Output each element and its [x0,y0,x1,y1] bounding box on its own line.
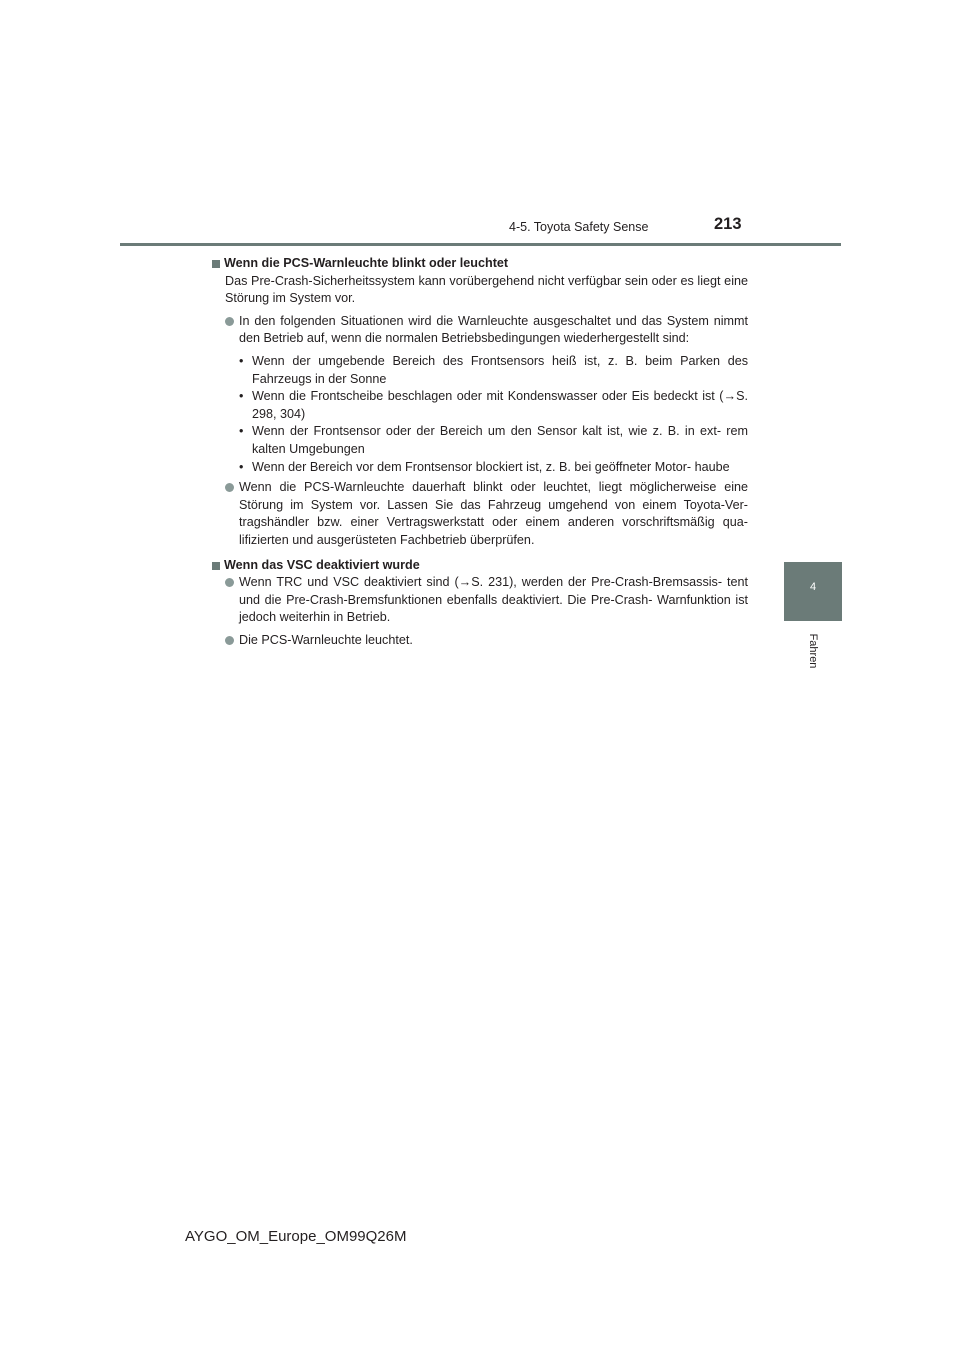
section-heading [212,255,748,273]
sub-list [212,353,748,476]
square-bullet-icon [212,260,220,268]
document-code: AYGO_OM_Europe_OM99Q26M [185,1228,407,1245]
sub-list-item [212,353,748,388]
circle-bullet-icon [225,636,234,645]
list-item [212,313,748,348]
sub-list-item [212,388,748,423]
list-item-text: Wenn die PCS-Warnleuchte dauerhaft blinkt oder leuchtet, liegt möglicherweise eine Störung im System vor. Lassen Sie das Fahrzeug umgehend von einem Toyota-Ver- tragshändler bzw. einer Vertragswerkstatt oder einem anderen vorschriftsmäßig qua- lifizierten und ausgerüsteten Fachbetrieb überprüfen. [239,480,748,547]
square-bullet-icon [212,562,220,570]
list-item [212,479,748,549]
section-intro: Das Pre-Crash-Sicherheitssystem kann vorübergehend nicht verfügbar sein oder es liegt eine Störung im System vor. [225,273,748,306]
dot-bullet-icon: • [239,353,244,368]
chapter-tab [784,562,842,621]
circle-bullet-icon [225,317,234,326]
sub-list-item-text: Wenn der Bereich vor dem Frontsensor blockiert ist, z. B. bei geöffneter Motor- haube [252,459,730,474]
dot-bullet-icon: • [239,424,244,439]
chapter-label: Fahren [807,633,819,669]
page-number: 213 [714,215,742,233]
sub-list-item [212,423,748,458]
section-title: 4-5. Toyota Safety Sense [509,220,649,234]
circle-bullet-icon [225,483,234,492]
header-rule [120,243,841,246]
sub-list-item [212,459,748,477]
dot-bullet-icon: • [239,459,244,474]
list-item [212,574,748,627]
list-item [212,632,748,650]
chapter-number: 4 [809,581,817,593]
section-heading-text: Wenn das VSC deaktiviert wurde [224,557,420,572]
sub-list-item-text: Wenn der umgebende Bereich des Frontsensors heiß ist, z. B. beim Parken des Fahrzeugs in der Sonne [252,353,748,386]
list-item-text: Wenn TRC und VSC deaktiviert sind (→S. 231), werden der Pre-Crash-Bremsassis- tent und die Pre-Crash-Bremsfunktionen ebenfalls deaktiviert. Die Pre-Crash- Warnfunktion ist jedoch weiterhin in Betrieb. [239,575,748,625]
section-heading-text: Wenn die PCS-Warnleuchte blinkt oder leuchtet [224,256,509,270]
main-content [212,255,748,654]
circle-bullet-icon [225,578,234,587]
section-heading [212,557,748,575]
sub-list-item-text: Wenn die Frontscheibe beschlagen oder mit Kondenswasser oder Eis bedeckt ist (→S. 298, 304) [252,389,748,421]
list-item-text: In den folgenden Situationen wird die Warnleuchte ausgeschaltet und das System nimmt den Betrieb auf, wenn die normalen Betriebsbedingungen wiederhergestellt sind: [239,313,748,346]
list-item-text: Die PCS-Warnleuchte leuchtet. [239,632,413,647]
dot-bullet-icon: • [239,389,244,404]
sub-list-item-text: Wenn der Frontsensor oder der Bereich um den Sensor kalt ist, wie z. B. in ext- rem kalten Umgebungen [252,424,748,456]
